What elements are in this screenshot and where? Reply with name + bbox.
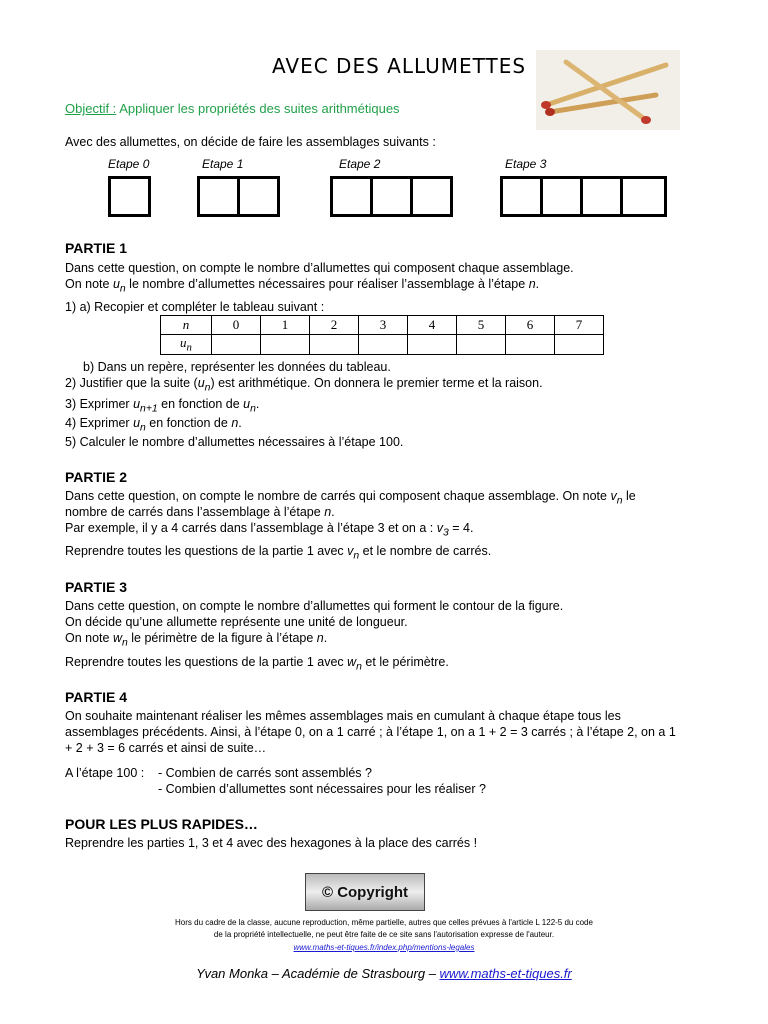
etape-3-label: Etape 3	[505, 157, 547, 171]
partie-3-line-2: On décide qu’une allumette représente une unité de longueur.	[65, 615, 408, 629]
table-col-header: 2	[310, 316, 359, 335]
table-col-header: 3	[359, 316, 408, 335]
question-4: 4) Exprimer $u_n$ en fonction de n.	[65, 416, 242, 434]
partie-2-line-3: Par exemple, il y a 4 carrés dans l’assemblage à l’étape 3 et on a : $v_3 = 4$.	[65, 521, 474, 539]
table-row	[161, 316, 604, 335]
partie-1-line-1: Dans cette question, on compte le nombre d’allumettes qui composent chaque assemblage.	[65, 261, 574, 275]
copyright-badge: © Copyright	[305, 873, 425, 911]
partie-1-line-2: On note $u_n$ le nombre d’allumettes nécessaires pour réaliser l’assemblage à l’étape n.	[65, 277, 540, 295]
question-2: 2) Justifier que la suite $(u_n)$ est arithmétique. On donnera le premier terme et la raison.	[65, 376, 543, 394]
question-3: 3) Exprimer $u_{n+1}$ en fonction de $u_n$.	[65, 397, 260, 415]
legal-line-1: Hors du cadre de la classe, aucune reproduction, même partielle, autres que celles prévues à l'article L 122-5 du code	[175, 918, 593, 927]
legal-link[interactable]: www.maths-et-tiques.fr/index.php/mentions-legales	[293, 943, 475, 952]
question-1a: 1) a) Recopier et compléter le tableau suivant :	[65, 300, 325, 314]
matches-image	[536, 50, 680, 130]
table-header-n: n	[161, 316, 212, 335]
partie-4-line-2: assemblages précédents. Ainsi, à l’étape 0, on a 1 carré ; à l’étape 1, on a 1 + 2 = 3 carrés ; à l’étape 2, on a 1	[65, 725, 676, 739]
table-col-header: 4	[408, 316, 457, 335]
footer: Yvan Monka – Académie de Strasbourg – www.maths-et-tiques.fr	[196, 966, 572, 981]
partie-3-line-3: On note $w_n$ le périmètre de la figure à l’étape n.	[65, 631, 328, 649]
rapides-text: Reprendre les parties 1, 3 et 4 avec des hexagones à la place des carrés !	[65, 836, 478, 850]
partie-4-question-label: A l’étape 100 :	[65, 766, 145, 780]
table-cell	[359, 335, 408, 355]
etape-1-label: Etape 1	[202, 157, 244, 171]
table-cell	[506, 335, 555, 355]
partie-3-line-1: Dans cette question, on compte le nombre d’allumettes qui forment le contour de la figure.	[65, 599, 564, 613]
question-1b: b) Dans un repère, représenter les données du tableau.	[83, 360, 391, 374]
partie-4-heading: PARTIE 4	[65, 689, 127, 705]
table-header-un: $u_n$	[161, 335, 212, 355]
values-table	[160, 315, 604, 355]
table-col-header: 0	[212, 316, 261, 335]
partie-4-line-1: On souhaite maintenant réaliser les mêmes assemblages mais en cumulant à chaque étape tous les	[65, 709, 621, 723]
partie-4-question-2: - Combien d’allumettes sont nécessaires pour les réaliser ?	[158, 782, 486, 796]
table-cell	[310, 335, 359, 355]
table-col-header: 1	[261, 316, 310, 335]
table-cell	[457, 335, 506, 355]
table-col-header: 6	[506, 316, 555, 335]
rapides-heading: POUR LES PLUS RAPIDES…	[65, 816, 258, 832]
table-cell	[555, 335, 604, 355]
table-cell	[212, 335, 261, 355]
partie-2-heading: PARTIE 2	[65, 469, 127, 485]
legal-line-2: de la propriété intellectuelle, ne peut être faite de ce site sans l'autorisation expresse de l'auteur.	[213, 930, 555, 939]
table-cell	[261, 335, 310, 355]
partie-4-line-3: + 2 + 3 = 6 carrés et ainsi de suite…	[65, 741, 267, 755]
legal-link-wrap	[120, 942, 648, 953]
footer-link[interactable]: www.maths-et-tiques.fr	[439, 966, 572, 981]
partie-2-line-1: Dans cette question, on compte le nombre de carrés qui composent chaque assemblage. On note $v_n$ le	[65, 489, 636, 507]
question-5: 5) Calculer le nombre d’allumettes nécessaires à l’étape 100.	[65, 435, 404, 449]
table-col-header: 5	[457, 316, 506, 335]
etape-0-label: Etape 0	[108, 157, 150, 171]
partie-3-line-4: Reprendre toutes les questions de la partie 1 avec $w_n$ et le périmètre.	[65, 655, 449, 673]
objective: Objectif : Appliquer les propriétés des suites arithmétiques	[65, 101, 400, 116]
etape-2-label: Etape 2	[339, 157, 381, 171]
matches-illustration	[536, 50, 680, 130]
table-col-header: 7	[555, 316, 604, 335]
partie-2-line-2: nombre de carrés dans l’assemblage à l’étape n.	[65, 505, 335, 519]
partie-3-heading: PARTIE 3	[65, 579, 127, 595]
partie-2-line-4: Reprendre toutes les questions de la partie 1 avec $v_n$ et le nombre de carrés.	[65, 544, 492, 562]
intro-text: Avec des allumettes, on décide de faire les assemblages suivants :	[65, 135, 436, 149]
table-cell	[408, 335, 457, 355]
partie-1-heading: PARTIE 1	[65, 240, 127, 256]
table-row	[161, 335, 604, 355]
page-title: AVEC DES ALLUMETTES	[272, 54, 527, 78]
partie-4-question-1: - Combien de carrés sont assemblés ?	[158, 766, 372, 780]
